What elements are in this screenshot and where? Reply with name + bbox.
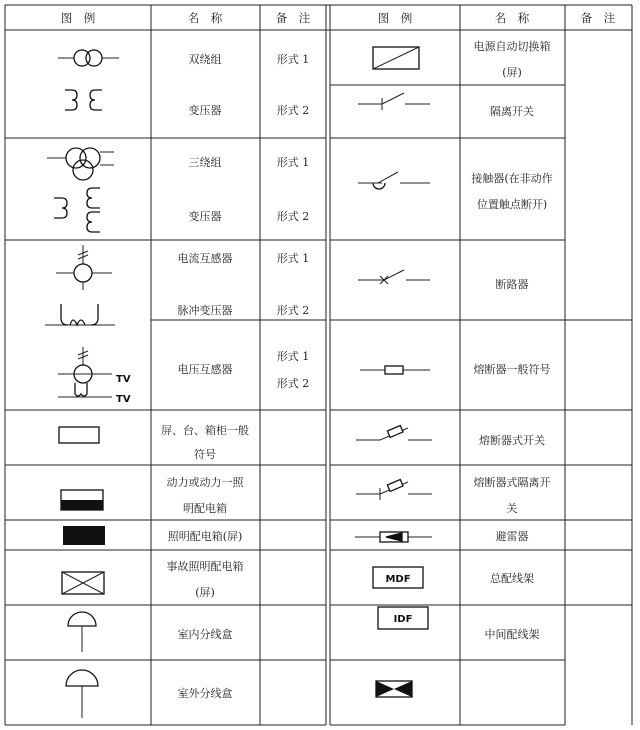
pulse-transformer-icon — [45, 304, 115, 325]
header-note-right: 备 注 — [580, 11, 616, 25]
cabinet-general-icon — [59, 427, 99, 443]
fuse-disconnector-icon — [356, 480, 432, 500]
note-pulse-transformer: 形式 2 — [276, 304, 310, 317]
header-name-left: 名 称 — [187, 11, 223, 25]
contactor-icon — [358, 172, 430, 189]
name-voltage-transformer: 电压互感器 — [177, 363, 233, 376]
tv-label-1: TV — [116, 374, 131, 385]
name-fuse: 熔断器一般符号 — [473, 363, 551, 376]
note-two-winding-2: 形式 2 — [276, 104, 310, 117]
name-cabinet-1: 屏、台、箱柜一般 — [161, 424, 249, 437]
emergency-lighting-box-icon — [62, 572, 104, 594]
name-fuse-disconnector-1: 熔断器式隔离开 — [473, 476, 551, 489]
name-lighting-box: 照明配电箱(屏) — [167, 530, 243, 543]
fuse-switch-icon — [356, 426, 432, 440]
name-auto-transfer-2: (屏) — [502, 66, 522, 79]
voltage-transformer-icon — [58, 347, 112, 397]
fuse-icon — [360, 366, 430, 374]
header-legend-right: 图 例 — [377, 11, 413, 25]
name-surge-arrester: 避雷器 — [495, 530, 529, 543]
name-mdf: 总配线架 — [490, 572, 534, 585]
circuit-breaker-icon — [358, 270, 430, 284]
name-auto-transfer-1: 电源自动切换箱 — [473, 40, 551, 53]
indoor-junction-box-icon — [68, 612, 96, 652]
name-outdoor-box: 室外分线盒 — [177, 687, 233, 700]
two-winding-transformer-coils-icon — [65, 90, 102, 110]
current-transformer-icon — [56, 245, 112, 290]
disconnector-icon — [358, 93, 430, 110]
three-winding-transformer-circles-icon — [47, 148, 114, 180]
name-current-transformer: 电流互感器 — [177, 252, 233, 265]
two-winding-transformer-circles-icon — [58, 50, 119, 66]
name-contactor-2: 位置触点断开) — [476, 198, 548, 211]
tv-label-2: TV — [116, 394, 131, 405]
name-fuse-switch: 熔断器式开关 — [479, 434, 545, 447]
name-emergency-box-1: 事故照明配电箱 — [166, 560, 244, 573]
mdf-label: MDF — [385, 574, 411, 585]
name-cabinet-2: 符号 — [194, 448, 216, 461]
surge-arrester-icon — [355, 532, 432, 542]
idf-label: IDF — [393, 614, 413, 625]
name-three-winding-1: 三绕组 — [188, 156, 222, 169]
header-legend-left: 图 例 — [60, 11, 96, 25]
power-lighting-distribution-box-icon — [61, 490, 103, 510]
note-three-winding-1: 形式 1 — [276, 156, 310, 169]
lighting-distribution-box-icon — [63, 526, 105, 545]
name-two-winding-1: 双绕组 — [188, 53, 222, 66]
note-voltage-transformer-2: 形式 2 — [276, 377, 310, 390]
note-voltage-transformer-1: 形式 1 — [276, 350, 310, 363]
outdoor-junction-box-icon — [66, 670, 98, 718]
note-two-winding-1: 形式 1 — [276, 53, 310, 66]
name-disconnector: 隔离开关 — [490, 105, 534, 118]
name-indoor-box: 室内分线盒 — [177, 628, 233, 641]
name-idf: 中间配线架 — [484, 628, 540, 641]
header-name-right: 名 称 — [494, 11, 530, 25]
name-fuse-disconnector-2: 关 — [506, 502, 518, 515]
name-circuit-breaker: 断路器 — [495, 278, 529, 291]
name-emergency-box-2: (屏) — [195, 586, 215, 599]
note-three-winding-2: 形式 2 — [276, 210, 310, 223]
name-contactor-1: 接触器(在非动作 — [471, 172, 553, 185]
name-pulse-transformer: 脉冲变压器 — [177, 304, 233, 317]
auto-transfer-box-icon — [373, 47, 419, 69]
name-power-box-2: 明配电箱 — [183, 502, 227, 515]
note-current-transformer: 形式 1 — [276, 252, 310, 265]
bowtie-box-icon — [376, 681, 412, 697]
name-power-box-1: 动力或动力一照 — [166, 476, 244, 489]
header-note-left: 备 注 — [275, 11, 311, 25]
name-two-winding-2: 变压器 — [188, 104, 222, 117]
three-winding-transformer-coils-icon — [54, 188, 100, 232]
name-three-winding-2: 变压器 — [188, 210, 222, 223]
